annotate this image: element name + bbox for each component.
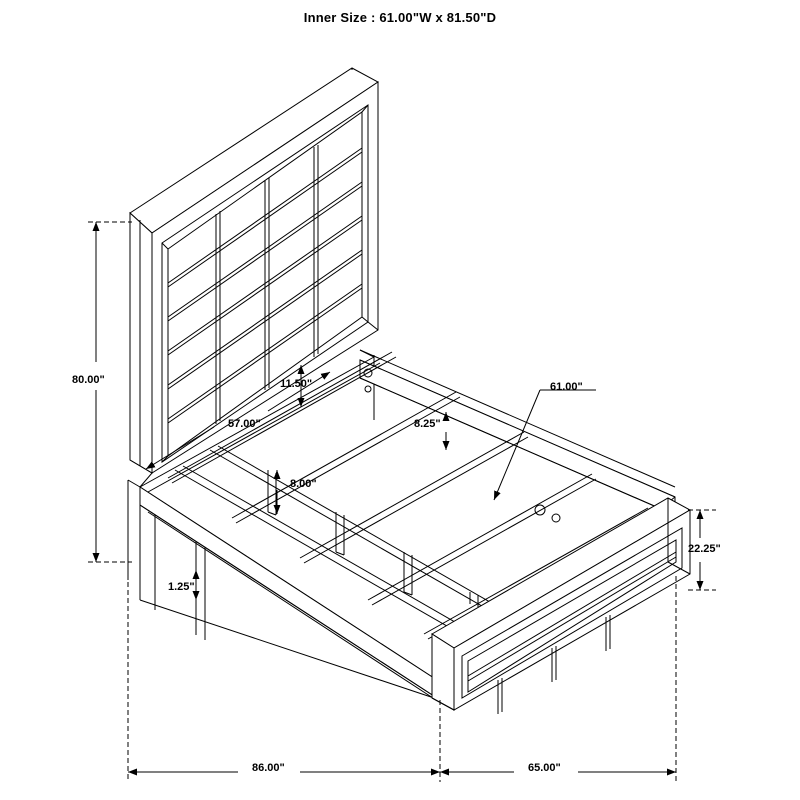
dimension-label-headboard-width: 57.00" xyxy=(228,418,261,430)
dimension-label-rail-height: 8.25" xyxy=(414,418,441,430)
dimension-label-rail-depth: 11.50" xyxy=(280,378,313,390)
dimension-label-clearance: 1.25" xyxy=(168,581,195,593)
footboard-panel xyxy=(432,498,690,714)
dimension-label-height-overall: 80.00" xyxy=(72,374,105,386)
dimension-label-slat-height: 8.00" xyxy=(290,478,317,490)
page-title: Inner Size : 61.00"W x 81.50"D xyxy=(303,10,497,25)
dimension-label-inner-width: 61.00" xyxy=(550,381,583,393)
dimension-label-overall-length-left: 86.00" xyxy=(252,762,285,774)
dimension-label-overall-length-right: 65.00" xyxy=(528,762,561,774)
headboard-panel xyxy=(130,68,378,473)
dimension-label-footboard-height: 22.25" xyxy=(688,543,721,555)
